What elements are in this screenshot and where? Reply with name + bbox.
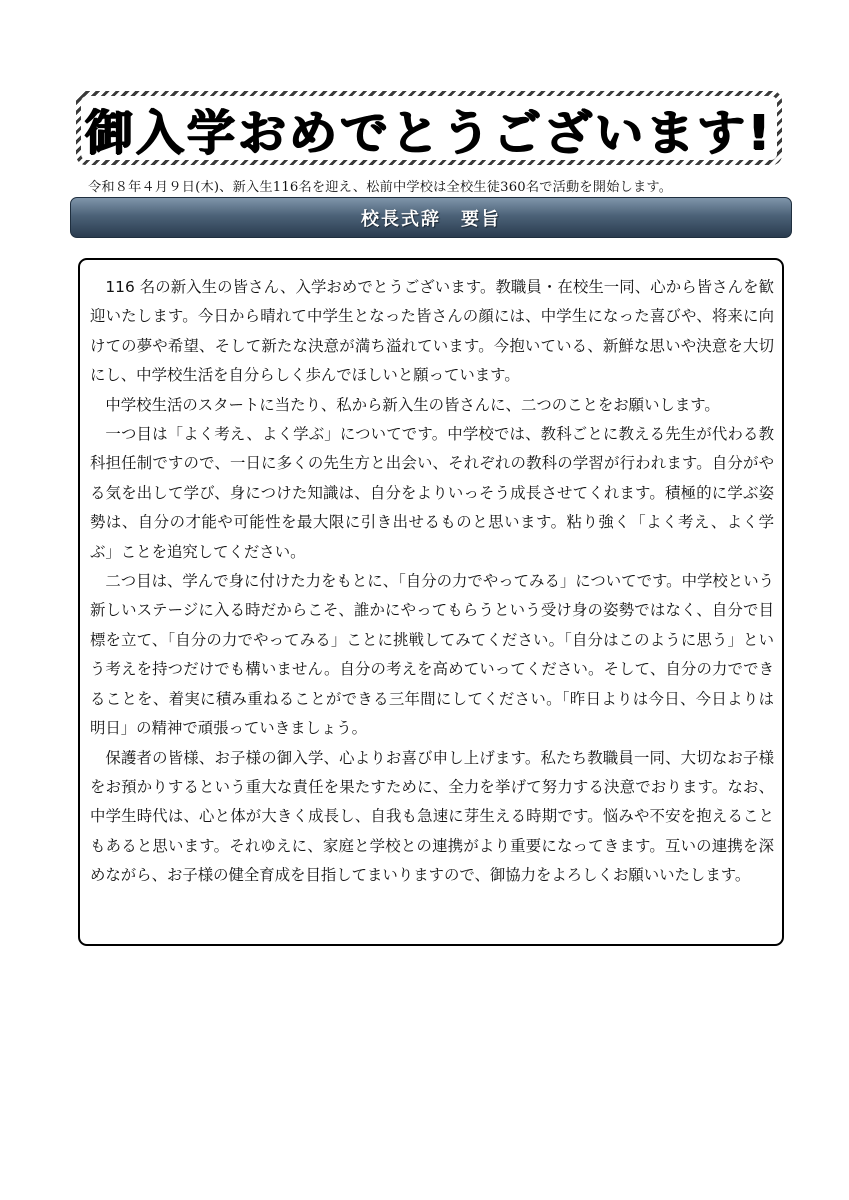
speech-paragraph: 一つ目は「よく考え、よく学ぶ」についてです。中学校では、教科ごとに教える先生が代わる教科担任制ですので、一日に多くの先生方と出会い、それぞれの教科の学習が行われます。自分がやる気を出して学び、身につけた知識は、自分をよりいっそう成長させてくれます。積極的に学ぶ姿勢は、自分の才能や可能性を最大限に引き出せるものと思います。粘り強く「よく考え、よく学ぶ」ことを追究してください。 bbox=[90, 425, 774, 561]
speech-paragraph: 保護者の皆様、お子様の御入学、心よりお喜び申し上げます。私たち教職員一同、大切なお子様をお預かりするという重大な責任を果たすために、全力を挙げて努力する決意でおります。なお、中学生時代は、心と体が大きく成長し、自我も急速に芽生える時期です。悩みや不安を抱えることもあると思います。それゆえに、家庭と学校との連携がより重要になってきます。互いの連携を深めながら、お子様の健全育成を目指してまいりますので、御協力をよろしくお願いいたします。 bbox=[90, 748, 774, 885]
speech-paragraph: 中学校生活のスタートに当たり、私から新入生の皆さんに、二つのことをお願いします。 bbox=[105, 395, 720, 414]
section-heading: 校長式辞 要旨 bbox=[361, 208, 501, 230]
speech-paragraph: 116 名の新入生の皆さん、入学おめでとうございます。教職員・在校生一同、心から皆さんを歓迎いたします。今日から晴れて中学生となった皆さんの顔には、中学生になった喜びや、将来に向けての夢や希望、そして新たな決意が満ち溢れています。今抱いている、新鮮な思いや決意を大切にし、中学校生活を自分らしく歩んでほしいと願っています。 bbox=[90, 278, 774, 385]
title-banner-inner bbox=[81, 96, 777, 160]
section-header-bar bbox=[70, 197, 792, 238]
speech-paragraph: 二つ目は、学んで身に付けた力をもとに、「自分の力でやってみる」についてです。中学校という新しいステージに入る時だからこそ、誰かにやってもらうという受け身の姿勢ではなく、自分で目標を立て、「自分の力でやってみる」ことに挑戦してみてください。「自分はこのように思う」という考えを持つだけでも構いません。自分の考えを高めていってください。そして、自分の力でできることを、着実に積み重ねることができる三年間にしてください。「昨日よりは今日、今日よりは明日」の精神で頑張っていきましょう。 bbox=[90, 572, 774, 738]
speech-box bbox=[78, 258, 784, 946]
title-banner bbox=[76, 91, 782, 165]
page-title: 御入学おめでとうございます! bbox=[85, 104, 773, 161]
announcement-line: 令和８年４月９日(木)、新入生116名を迎え、松前中学校は全校生徒360名で活動を開始します。 bbox=[88, 180, 673, 195]
